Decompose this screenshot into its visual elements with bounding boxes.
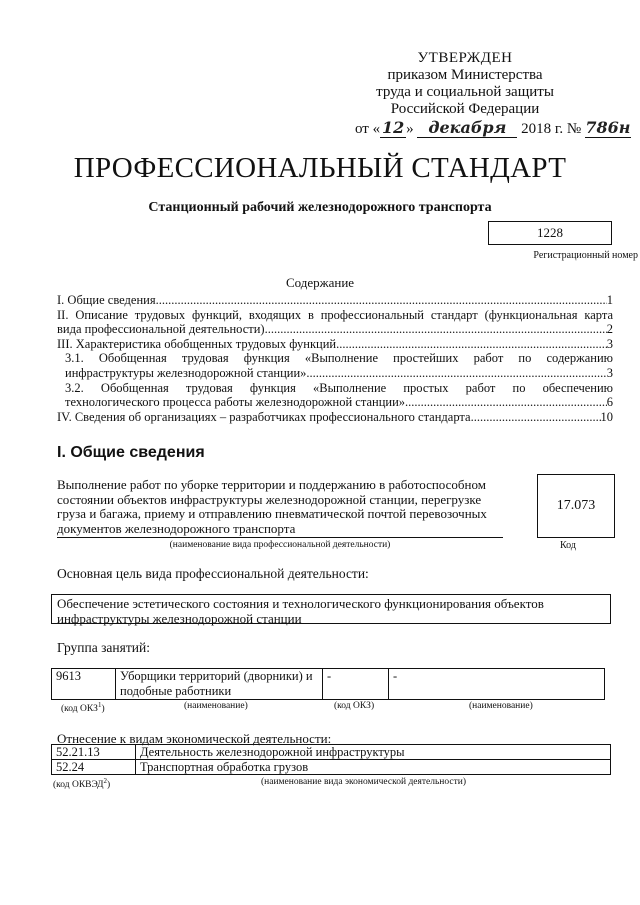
goal-text: Обеспечение эстетического состояния и технологического функционирования объектов инфраструктуры железнодорожной станции — [51, 594, 611, 624]
approval-block — [330, 50, 600, 118]
occupation-table — [51, 668, 605, 700]
econ-label: Отнесение к видам экономической деятельности: — [57, 731, 332, 746]
toc-entry-text-cont: инфраструктуры железнодорожной станции» — [65, 365, 307, 380]
toc-heading: Содержание — [285, 275, 355, 290]
registration-caption: Регистрационный номер — [533, 250, 638, 261]
toc-entry[interactable] — [57, 381, 613, 410]
toc-entry-page: 1 — [606, 293, 613, 307]
activity-caption: (наименование вида профессиональной деятельности) — [169, 540, 391, 550]
table-row — [52, 760, 611, 775]
activity-code: 17.073 — [537, 474, 615, 538]
okved-code: 52.24 — [52, 760, 136, 775]
caption-okz-code: (код ОКЗ$^1$) — [61, 701, 105, 715]
toc-entry-page: 10 — [600, 409, 613, 424]
okz-code-2: - — [323, 669, 389, 700]
toc-entry-text: II. Описание трудовых функций, входящих в профессиональный стандарт (функциональная карта — [57, 307, 613, 322]
caption-name: (наименование) — [184, 701, 248, 711]
toc-entry-page: 3 — [606, 365, 613, 380]
toc-entry-text-cont: вида профессиональной деятельности) — [57, 322, 265, 337]
toc-entry-text: III. Характеристика обобщенных трудовых функций — [57, 336, 337, 351]
order-date-line — [355, 118, 635, 138]
date-month: декабря — [417, 118, 517, 138]
toc-entry[interactable] — [57, 293, 613, 308]
code-caption: Код — [560, 540, 576, 551]
registration-number: 1228 — [488, 221, 612, 245]
okved-code: 52.21.13 — [52, 745, 136, 760]
date-year: 2018 г. № — [521, 121, 582, 137]
toc-entry-page: 2 — [606, 322, 613, 337]
caption-name-2: (наименование) — [469, 701, 533, 711]
activity-name: Выполнение работ по уборке территории и поддержанию в работоспособном состоянии объектов инфраструктуры железнодорожной станции, перегрузке груза и багажа, приему и отправлению пневматической почтой перевозочных документов железнодорожного транспорта — [57, 478, 503, 538]
standard-name: Станционный рабочий железнодорожного транспорта — [148, 200, 492, 215]
approval-line-2: приказом Министерства — [387, 67, 543, 83]
toc-entry-text: 3.2. Обобщенная трудовая функция «Выполнение простых работ по обеспечению — [65, 380, 613, 395]
table-of-contents — [57, 293, 613, 424]
occupation-name: Уборщики территорий (дворники) и подобные работники — [116, 669, 323, 700]
date-prefix: от « — [355, 121, 381, 137]
approval-line-3: труда и социальной защиты — [376, 84, 554, 100]
econ-activity-name: Деятельность железнодорожной инфраструктуры — [136, 745, 611, 760]
caption-econ-name: (наименование вида экономической деятельности) — [261, 777, 466, 787]
order-number: 786н — [585, 118, 631, 137]
date-day: 12 — [381, 118, 405, 137]
toc-entry-page: 6 — [606, 395, 613, 410]
toc-entry[interactable] — [57, 308, 613, 337]
caption-okved-code: (код ОКВЭД$^2$) — [53, 777, 111, 791]
goal-label: Основная цель вида профессиональной деятельности: — [57, 566, 369, 581]
econ-table — [51, 744, 611, 775]
toc-entry[interactable] — [57, 410, 613, 425]
approval-line-4: Российской Федерации — [390, 101, 540, 117]
date-mid: » — [406, 121, 414, 137]
section-heading: I. Общие сведения — [57, 444, 205, 461]
toc-entry-text: I. Общие сведения — [57, 293, 156, 307]
econ-activity-name: Транспортная обработка грузов — [136, 760, 611, 775]
group-label: Группа занятий: — [57, 640, 150, 655]
toc-entry-text: IV. Сведения об организациях – разработчиках профессионального стандарта — [57, 409, 471, 424]
caption-okz-code-2: (код ОКЗ) — [334, 701, 375, 711]
toc-entry-text-cont: технологического процесса работы железнодорожной станции» — [65, 395, 406, 410]
toc-entry[interactable] — [57, 337, 613, 352]
table-row — [52, 745, 611, 760]
occupation-name-2: - — [389, 669, 605, 700]
approval-line-1: УТВЕРЖДЕН — [417, 50, 513, 66]
table-row — [52, 669, 605, 700]
toc-entry[interactable] — [57, 351, 613, 380]
page-title: ПРОФЕССИОНАЛЬНЫЙ СТАНДАРТ — [73, 152, 567, 184]
okz-code: 9613 — [52, 669, 116, 700]
toc-entry-text: 3.1. Обобщенная трудовая функция «Выполнение простейших работ по содержанию — [65, 351, 613, 366]
toc-entry-page: 3 — [606, 336, 613, 351]
